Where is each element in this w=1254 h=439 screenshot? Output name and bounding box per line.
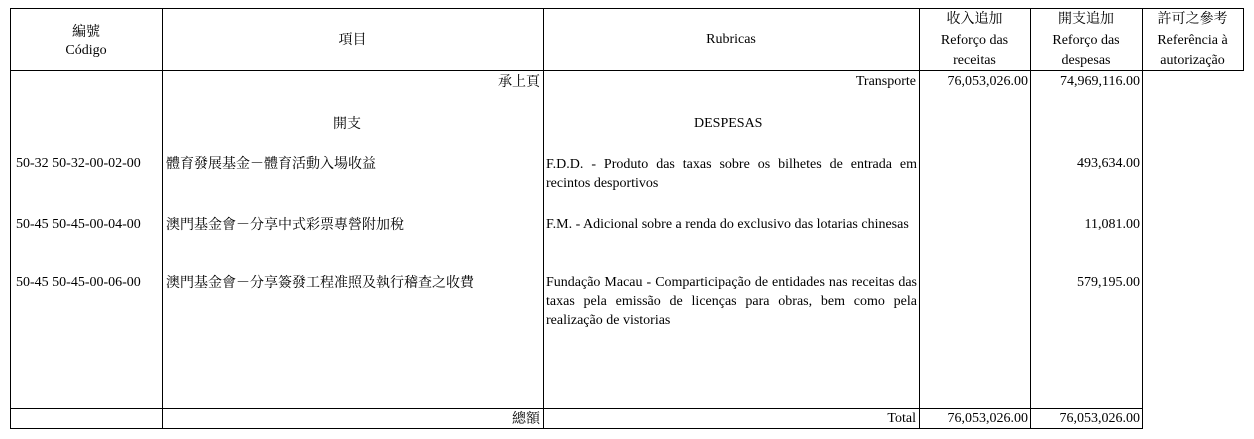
header-code-pt: Código: [65, 43, 107, 58]
row-code: 50-32 50-32-00-02-00: [16, 156, 141, 171]
transport-expenses: 74,969,116.00: [1060, 74, 1140, 89]
header-bottom-line: [10, 70, 1244, 71]
row-expenses: 579,195.00: [1077, 275, 1140, 290]
section-label-zh: 開支: [333, 116, 361, 132]
header-reference-pt1: Referência à: [1157, 33, 1228, 48]
border-right: [1243, 8, 1244, 70]
row-rubric: Fundação Macau - Comparticipação de entidades nas receitas das taxas pela emissão de licenças para obras, bem como pela realização de vistorias: [546, 275, 917, 328]
header-reference-pt2: autorização: [1160, 53, 1225, 68]
header-reference-zh: 許可之參考: [1157, 11, 1228, 27]
total-expenses: 76,053,026.00: [1059, 411, 1140, 426]
total-label-zh: 總額: [512, 411, 540, 427]
total-label-pt: Total: [887, 411, 916, 426]
col-divider-code: [162, 8, 163, 428]
border-left: [10, 8, 11, 428]
row-expenses: 493,634.00: [1077, 156, 1140, 171]
total-top-line: [10, 408, 1143, 409]
transport-label-zh: 承上頁: [498, 74, 540, 90]
header-expenses-pt1: Reforço das: [1052, 33, 1120, 48]
border-bottom: [10, 428, 1143, 429]
col-divider-item: [543, 8, 544, 428]
header-code-zh: 編號: [72, 24, 100, 40]
col-divider-expenses: [1142, 8, 1143, 428]
header-expenses-zh: 開支追加: [1058, 11, 1114, 27]
header-expenses-pt2: despesas: [1061, 53, 1111, 68]
transport-receipts: 76,053,026.00: [947, 74, 1028, 89]
row-rubric: F.M. - Adicional sobre a renda do exclusivo das lotarias chinesas: [546, 217, 909, 232]
row-item: 體育發展基金－體育活動入場收益: [166, 156, 376, 172]
row-expenses: 11,081.00: [1084, 217, 1140, 232]
row-rubric: F.D.D. - Produto das taxas sobre os bilhetes de entrada em recintos desportivos: [546, 157, 917, 191]
row-code: 50-45 50-45-00-04-00: [16, 217, 141, 232]
row-item: 澳門基金會－分享中式彩票專營附加稅: [166, 217, 404, 233]
row-code: 50-45 50-45-00-06-00: [16, 275, 141, 290]
header-item: 項目: [338, 32, 367, 48]
header-rubric: Rubricas: [706, 32, 756, 47]
border-top: [10, 8, 1244, 9]
section-label-pt: DESPESAS: [694, 116, 763, 131]
col-divider-receipts: [1030, 8, 1031, 428]
transport-label-pt: Transporte: [855, 74, 916, 89]
col-divider-rubric: [919, 8, 920, 428]
header-receipts-zh: 收入追加: [946, 11, 1003, 27]
total-receipts: 76,053,026.00: [947, 411, 1028, 426]
header-receipts-pt1: Reforço das: [940, 33, 1009, 48]
header-receipts-pt2: receitas: [953, 53, 996, 68]
row-item: 澳門基金會－分享簽發工程准照及執行稽查之收費: [166, 275, 474, 291]
